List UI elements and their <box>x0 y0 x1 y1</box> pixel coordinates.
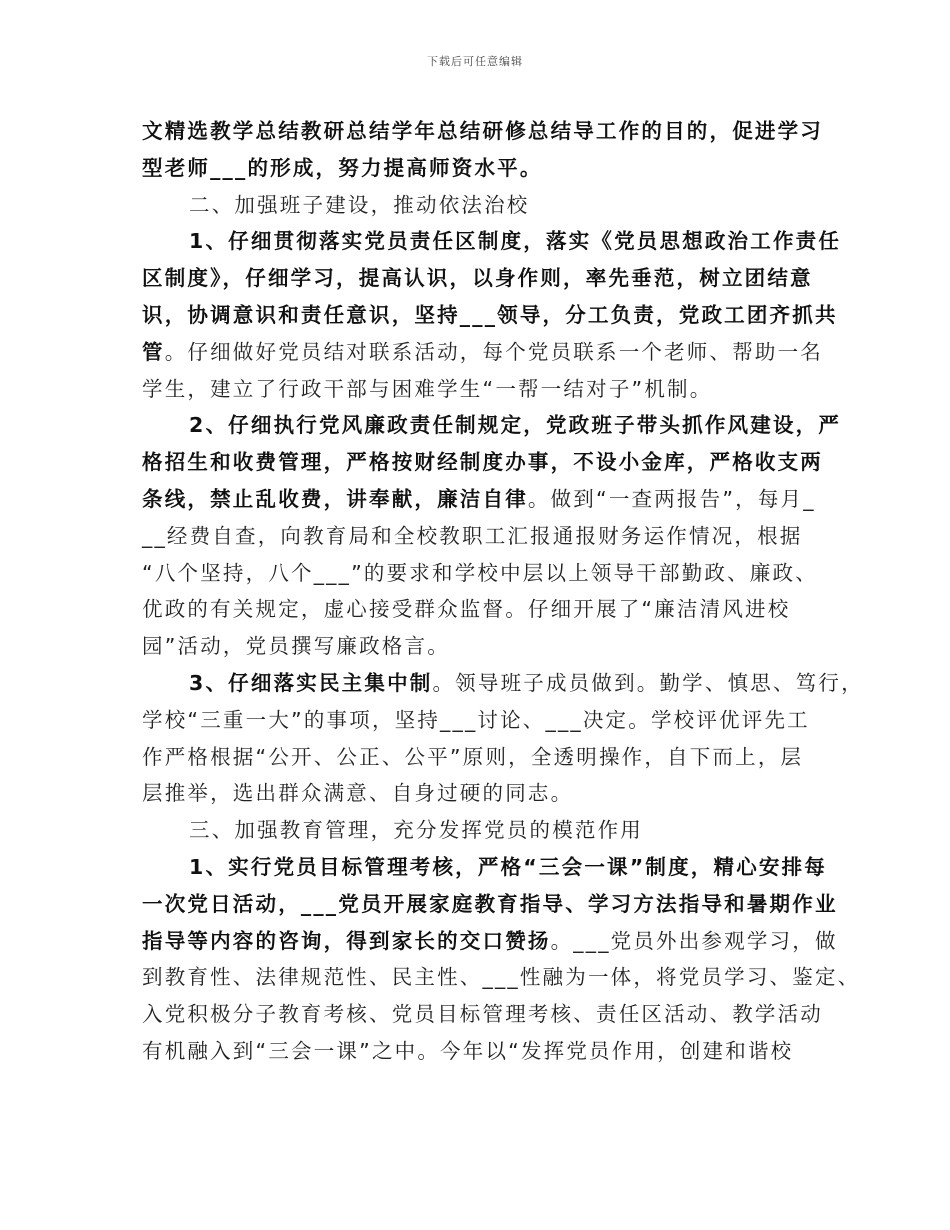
bold-text: 1、实行党员目标管理考核，严格“三会一课”制度，精心安排每 <box>189 854 828 879</box>
bold-text: 条线，禁止乱收费，讲奉献，廉洁自律 <box>142 486 528 511</box>
text-line <box>142 849 828 886</box>
bold-text: 一次党日活动，___党员开展家庭教育指导、学习方法指导和暑期作业 <box>142 891 838 916</box>
text-line <box>142 591 814 628</box>
bold-text: 识，协调意识和责任意识，坚持___领导，分工负责，党政工团齐抓共 <box>142 302 838 327</box>
text-line <box>142 297 838 334</box>
body-text-run: 到教育性、法律规范性、民主性、___性融为一体，将党员学习、鉴定、 <box>142 965 861 990</box>
text-line <box>142 628 814 665</box>
bold-text: 区制度》，仔细学习，提高认识，以身作则，率先垂范，树立团结意 <box>142 266 813 291</box>
text-line <box>142 223 842 260</box>
text-line <box>142 923 838 960</box>
text-line <box>142 150 814 187</box>
text-line <box>142 518 814 555</box>
text-line <box>142 260 814 297</box>
bold-text: 指导等内容的咨询，得到家长的交口赞扬 <box>142 928 551 953</box>
text-line <box>142 775 814 812</box>
bold-text: 管 <box>142 339 165 364</box>
bold-text: 格招生和收费管理，严格按财经制度办事，不设小金库，严格收支两 <box>142 450 823 475</box>
text-line <box>142 959 861 996</box>
text-line <box>142 665 864 702</box>
document-body <box>142 113 864 1070</box>
text-line <box>142 555 818 592</box>
body-text-run: 。领导班子成员做到。勤学、慎思、笃行， <box>432 670 864 695</box>
body-text-run: 。仔细做好党员结对联系活动，每个党员联系一个老师、帮助一名 <box>164 339 824 364</box>
text-line <box>142 334 824 371</box>
text-line <box>142 996 823 1033</box>
text-line <box>142 371 814 408</box>
text-line <box>142 812 814 849</box>
body-text-run: 优政的有关规定，虚心接受群众监督。仔细开展了“廉洁清风进校 <box>142 597 791 622</box>
body-text-run: 三、加强教育管理，充分发挥党员的模范作用 <box>189 818 643 843</box>
body-text-run: __经费自查，向教育局和全校教职工汇报通报财务运作情况，根据 <box>142 523 803 548</box>
text-line <box>142 481 814 518</box>
bold-text: 2、仔细执行党风廉政责任制规定，党政班子带头抓作风建设，严 <box>189 413 842 438</box>
bold-text: 文精选教学总结教研总结学年总结研修总结导工作的目的，促进学习 <box>142 119 823 143</box>
body-text-run: 二、加强班子建设，推动依法治校 <box>189 192 530 217</box>
body-text-run: “八个坚持，八个___”的要求和学校中层以上领导干部勤政、廉政、 <box>142 560 818 585</box>
bold-text: 3、仔细落实民主集中制 <box>189 670 433 695</box>
body-text-run: 入党积极分子教育考核、党员目标管理考核、责任区活动、教学活动 <box>142 1002 823 1027</box>
body-text-run: 有机融入到“三会一课”之中。今年以“发挥党员作用，创建和谐校 <box>142 1038 794 1063</box>
bold-text: 1、仔细贯彻落实党员责任区制度，落实《党员思想政治工作责任 <box>189 229 842 254</box>
text-line <box>142 113 823 150</box>
page-header: 下载后可任意编辑 <box>427 55 523 68</box>
text-line <box>142 739 814 776</box>
text-line <box>142 407 842 444</box>
body-text-run: 层推举，选出群众满意、自身过硬的同志。 <box>142 781 574 806</box>
body-text-run: 园”活动，党员撰写廉政格言。 <box>142 634 450 659</box>
text-line <box>142 444 823 481</box>
text-line <box>142 886 838 923</box>
text-line <box>142 702 814 739</box>
body-text-run: 。___党员外出参观学习，做 <box>550 928 838 953</box>
body-text-run: 。做到“一查两报告”，每月_ <box>527 486 816 511</box>
text-line <box>142 187 814 224</box>
text-line <box>142 1033 814 1070</box>
body-text-run: 学校“三重一大”的事项，坚持___讨论、___决定。学校评优评先工 <box>142 707 810 732</box>
bold-text: 型老师___的形成，努力提高师资水平。 <box>142 155 543 180</box>
body-text-run: 学生，建立了行政干部与困难学生“一帮一结对子”机制。 <box>142 376 713 401</box>
body-text-run: 作严格根据“公开、公正、公平”原则，全透明操作，自下而上，层 <box>142 744 804 769</box>
